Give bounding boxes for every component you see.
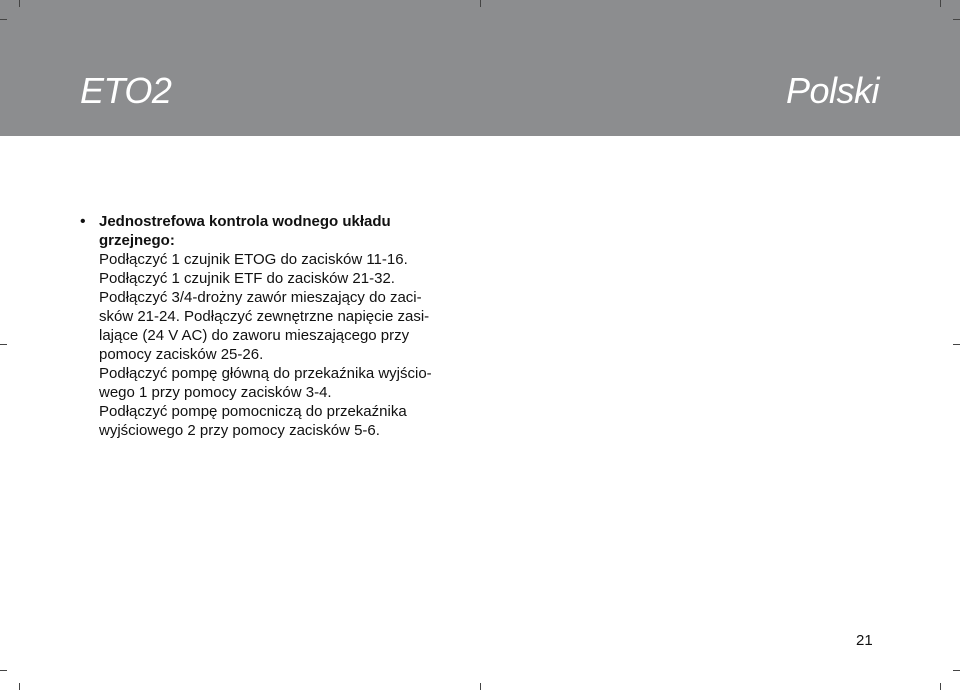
instruction-line: lające (24 V AC) do zaworu mieszającego przy xyxy=(99,327,410,344)
instruction-line: wego 1 przy pomocy zacisków 3-4. xyxy=(99,384,332,401)
list-item xyxy=(80,212,480,440)
crop-mark xyxy=(953,19,960,20)
crop-mark xyxy=(480,683,481,690)
bullet-icon: • xyxy=(80,213,86,230)
crop-mark xyxy=(953,344,960,345)
instruction-section xyxy=(80,212,480,440)
crop-mark xyxy=(0,19,7,20)
instruction-line: Podłączyć pompę pomocniczą do przekaźnika xyxy=(99,403,407,420)
crop-mark xyxy=(953,670,960,671)
crop-mark xyxy=(0,670,7,671)
product-title: ETO2 xyxy=(80,70,172,111)
item-title: Jednostrefowa kontrola wodnego układu grzejnego: xyxy=(99,213,391,249)
instruction-line: Podłączyć 1 czujnik ETF do zacisków 21-32. xyxy=(99,270,395,287)
instruction-line: Podłączyć 3/4-drożny zawór mieszający do zaci- xyxy=(99,289,422,306)
instruction-line: wyjściowego 2 przy pomocy zacisków 5-6. xyxy=(99,422,380,439)
language-title: Polski xyxy=(785,70,879,111)
page-header xyxy=(0,0,960,136)
page-number: 21 xyxy=(856,632,873,649)
instruction-line: sków 21-24. Podłączyć zewnętrzne napięcie zasi- xyxy=(99,308,430,325)
instruction-line: pomocy zacisków 25-26. xyxy=(99,346,264,363)
crop-mark xyxy=(19,683,20,690)
crop-mark xyxy=(480,0,481,7)
instruction-line: Podłączyć 1 czujnik ETOG do zacisków 11-16. xyxy=(99,251,408,268)
crop-mark xyxy=(940,0,941,7)
crop-mark xyxy=(19,0,20,7)
instruction-line: Podłączyć pompę główną do przekaźnika wyjścio- xyxy=(99,365,432,382)
crop-mark xyxy=(940,683,941,690)
crop-mark xyxy=(0,344,7,345)
